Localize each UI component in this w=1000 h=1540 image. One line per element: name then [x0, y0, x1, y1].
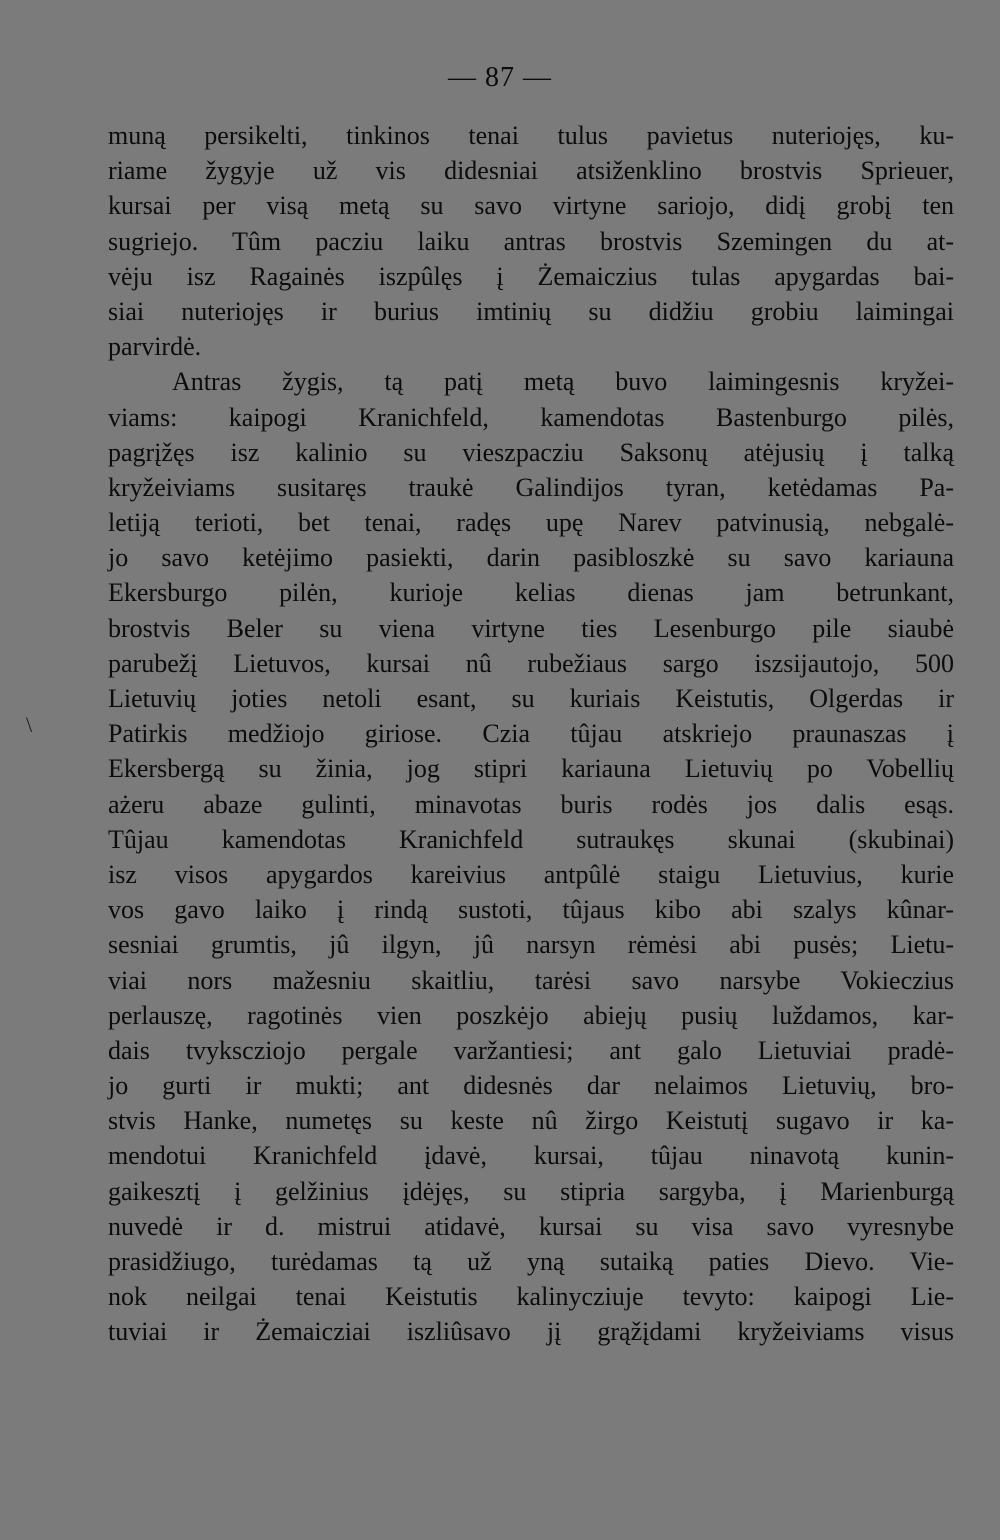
text-line: siai nuteriojęs ir burius imtinių su didžiu grobiu laimingai [108, 296, 954, 326]
text-line: Tûjau kamendotas Kranichfeld sutraukęs skunai (skubinai) [108, 824, 954, 854]
text-line: vėju isz Ragainės iszpûlęs į Żemaiczius tulas apygardas bai- [108, 261, 954, 291]
text-line: pagrįžęs isz kalinio su vieszpacziu Saksonų atėjusių į talką [108, 437, 954, 467]
text-line: isz visos apygardos kareivius antpûlė staigu Lietuvius, kurie [108, 859, 954, 889]
text-line: viams: kaipogi Kranichfeld, kamendotas Bastenburgo pilės, [108, 402, 954, 432]
text-line: jo savo ketėjimo pasiekti, darin pasibloszkė su savo kariauna [108, 543, 954, 573]
text-line: Lietuvių joties netoli esant, su kuriais Keistutis, Olgerdas ir [108, 684, 954, 713]
text-line: nok neilgai tenai Keistutis kalinycziuje tevyto: kaipogi Lie- [108, 1282, 954, 1312]
text-line: viai nors mažesniu skaitliu, tarėsi savo narsybe Vokieczius [108, 965, 954, 995]
text-line: Antras žygis, tą patį metą buvo laimingesnis kryžei- [172, 367, 954, 397]
text-line: sugriejo. Tûm pacziu laiku antras brostvis Szemingen du at- [108, 226, 954, 256]
text-line: letiją terioti, bet tenai, radęs upę Narev patvinusią, nebgalė- [108, 508, 954, 538]
text-line: vos gavo laiko į rindą sustoti, tûjaus kibo abi szalys kûnar- [108, 895, 954, 925]
body-text [108, 118, 954, 1350]
text-line: perlauszę, ragotinės vien poszkėjo abiejų pusių luždamos, kar- [108, 1000, 954, 1030]
text-line: parvirdė. [108, 332, 202, 362]
page-number: — 87 — [448, 62, 552, 93]
text-line: nuvedė ir d. mistrui atidavė, kursai su visa savo vyresnybe [108, 1211, 954, 1241]
text-line: kryžeiviams susitaręs traukė Galindijos tyran, ketėdamas Pa- [108, 472, 954, 502]
text-line: brostvis Beler su viena virtyne ties Lesenburgo pile siaubė [108, 613, 954, 643]
text-line: gaikesztį į gelžinius įdėjęs, su stipria sargyba, į Marienburgą [108, 1176, 954, 1206]
text-line: jo gurti ir mukti; ant didesnės dar nelaimos Lietuvių, bro- [108, 1071, 954, 1101]
text-line: dais tvykscziojo pergale varžantiesi; ant galo Lietuviai pradė- [108, 1035, 954, 1065]
text-line: Ekersbergą su žinia, jog stipri kariauna Lietuvių po Vobellių [108, 754, 954, 784]
margin-mark: \ [26, 712, 33, 737]
text-line: stvis Hanke, numetęs su keste nû žirgo Keistutį sugavo ir ka- [108, 1106, 954, 1136]
text-line: muną persikelti, tinkinos tenai tulus pavietus nuteriojęs, ku- [108, 121, 954, 150]
text-line: riame žygyje už vis didesniai atsiženklino brostvis Sprieuer, [108, 156, 954, 186]
text-line: tuviai ir Żemaicziai iszliûsavo jį grąžįdami kryžeiviams visus [108, 1317, 954, 1347]
text-line: sesniai grumtis, jû ilgyn, jû narsyn rėmėsi abi pusės; Lietu- [108, 930, 954, 960]
text-line: Patirkis medžiojo giriose. Czia tûjau atskriejo praunaszas į [108, 719, 954, 749]
text-line: prasidžiugo, turėdamas tą už yną sutaiką paties Dievo. Vie- [108, 1247, 954, 1276]
text-line: kursai per visą metą su savo virtyne sariojo, didį grobį ten [108, 191, 954, 221]
text-line: ażeru abaze gulinti, minavotas buris rodės jos dalis esąs. [108, 789, 954, 819]
text-line: Ekersburgo pilėn, kurioje kelias dienas jam betrunkant, [108, 578, 954, 608]
text-line: mendotui Kranichfeld įdavė, kursai, tûjau ninavotą kunin- [108, 1141, 954, 1171]
text-line: parubežį Lietuvos, kursai nû rubežiaus sargo iszsijautojo, 500 [108, 648, 954, 678]
